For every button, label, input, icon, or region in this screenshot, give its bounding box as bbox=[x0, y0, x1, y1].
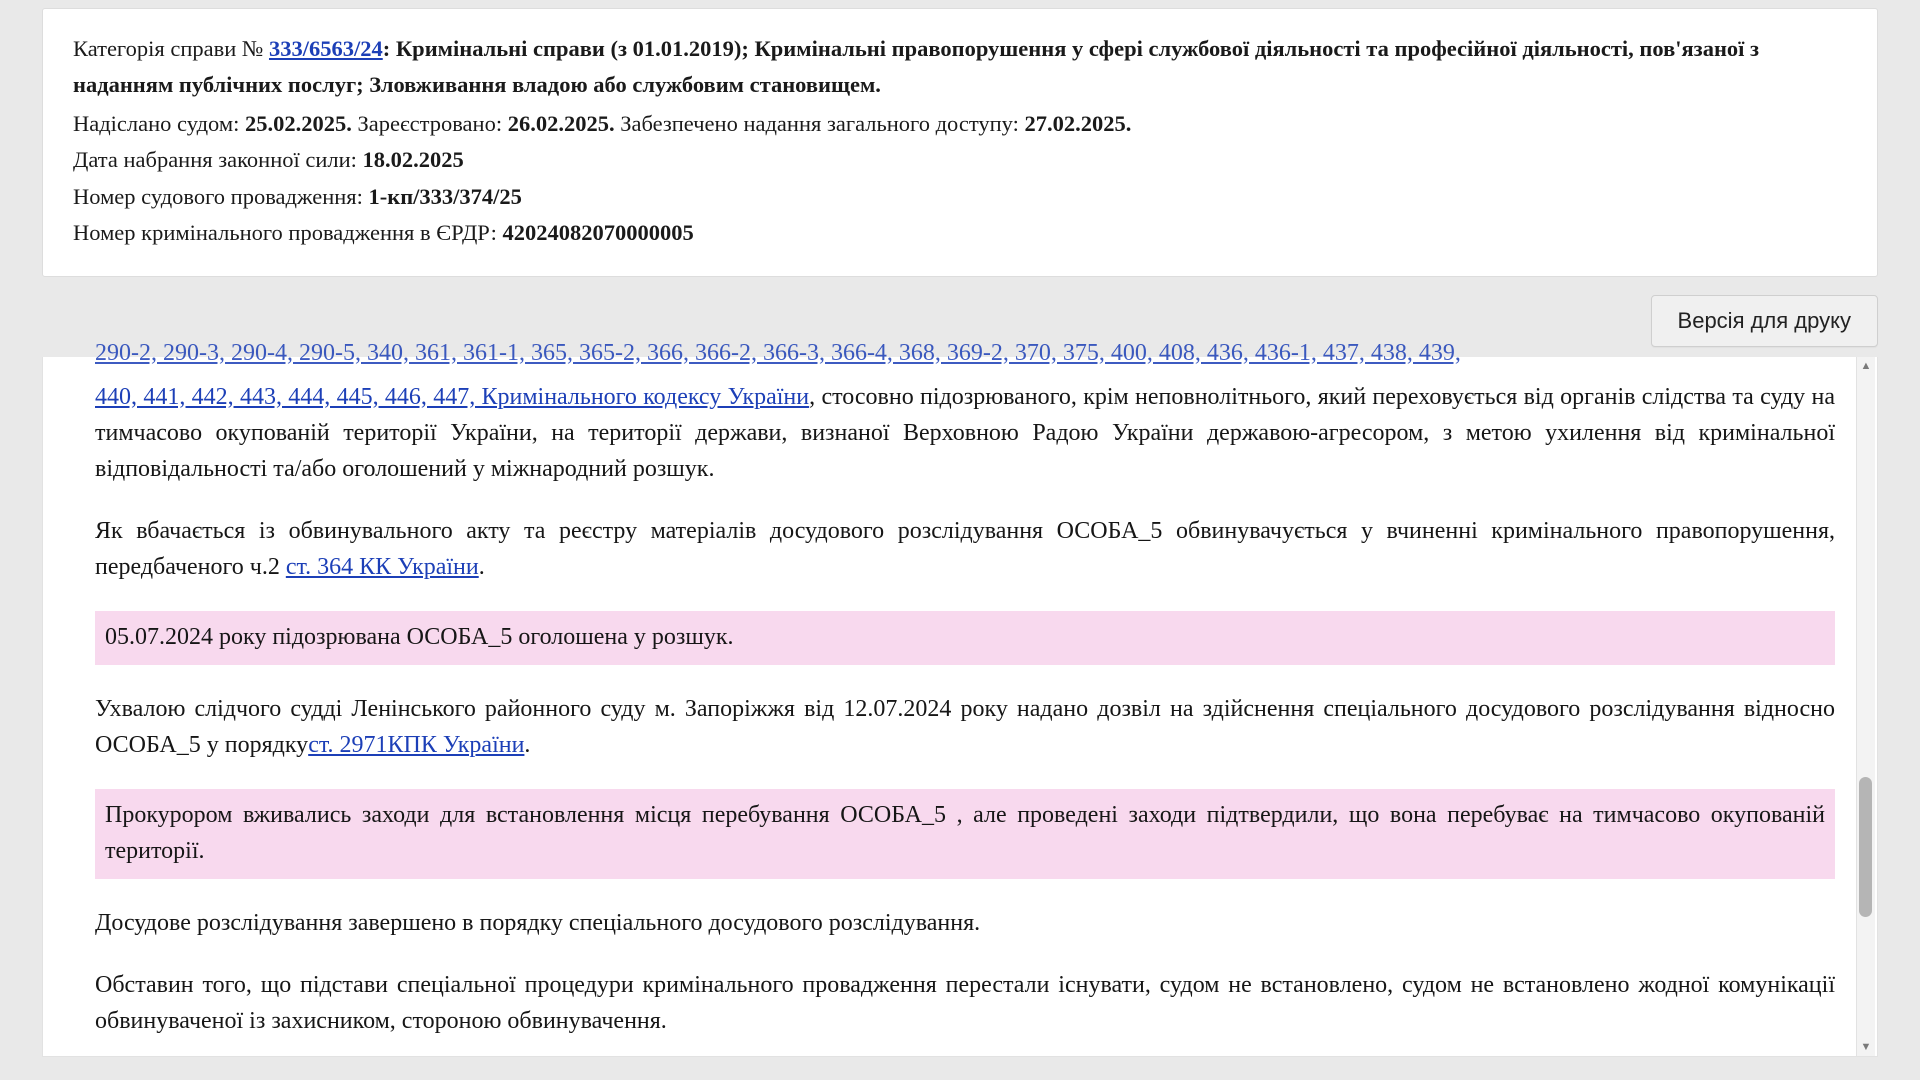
clipped-articles-line: 290-2, 290-3, 290-4, 290-5, 340, 361, 361-1, 365, 365-2, 366, 366-2, 366-3, 366-4, 368, 369-2, 370, 375, 400, 408, 436, 436-1, 437, 438, 439, bbox=[95, 339, 1461, 366]
article-2971-link[interactable]: ст. 2971КПК України bbox=[308, 731, 525, 758]
legal-force-line bbox=[73, 142, 1847, 178]
legal-force-value: 18.02.2025 bbox=[362, 147, 464, 173]
document-viewer bbox=[42, 339, 1878, 1057]
paragraph-accusation bbox=[95, 513, 1835, 585]
case-dates-line bbox=[73, 106, 1847, 142]
paragraph-investigation-complete: Досудове розслідування завершено в порядку спеціального досудового розслідування. bbox=[95, 909, 981, 936]
case-category-text: : Кримінальні справи (з 01.01.2019); Кримінальні правопорушення у сфері службової діяльності та професійної діяльності, пов'язаної з наданням публічних послуг; Зловживання владою або службовим становищем. bbox=[73, 36, 1760, 98]
paragraph-circumstances: Обставин того, що підстави спеціальної процедури кримінального провадження перестали існувати, судом не встановлено, судом не встановлено жодної комунікації обвинуваченої із захисником, стороною обвинувачення. bbox=[95, 971, 1835, 1034]
erdr-value: 42024082070000005 bbox=[502, 220, 694, 246]
highlight-wanted-notice: 05.07.2024 року підозрювана ОСОБА_5 оголошена у розшук. bbox=[95, 611, 1835, 665]
public-access-label: Забезпечено надання загального доступу: bbox=[614, 110, 1025, 136]
article-364-link[interactable]: ст. 364 КК України bbox=[285, 553, 479, 580]
case-category-line bbox=[73, 31, 1847, 104]
registered-label: Зареєстровано: bbox=[351, 110, 508, 136]
document-text bbox=[43, 335, 1877, 1039]
highlight-prosecutor-measures: Прокурором вживались заходи для встановлення місця перебування ОСОБА_5 , але проведені заходи підтвердили, що вона перебуває на тимчасово окупованій території. bbox=[95, 789, 1835, 879]
criminal-code-articles-link[interactable]: 440, 441, 442, 443, 444, 445, 446, 447, Кримінального кодексу України bbox=[95, 383, 810, 410]
legal-force-label: Дата набрання законної сили: bbox=[73, 147, 363, 173]
paragraph-articles-tail: , стосовно підозрюваного, крім неповнолітнього, який переховується від органів слідства та суду на тимчасово окупованій території України, на території держави, визнаної Верховною Радою України державою-агресором, з метою ухилення від кримінальної відповідальності та/або оголошений у міжнародний розшук. bbox=[95, 383, 1835, 482]
paragraph-court-ruling bbox=[95, 691, 1835, 763]
proceeding-label: Номер судового провадження: bbox=[73, 183, 369, 209]
case-number-link[interactable]: 333/6563/24 bbox=[268, 36, 383, 61]
public-access-value: 27.02.2025. bbox=[1024, 110, 1132, 136]
scroll-up-arrow-icon[interactable]: ▲ bbox=[1857, 357, 1875, 375]
erdr-number-line bbox=[73, 215, 1847, 251]
paragraph-court-ruling-head: Ухвалою слідчого судді Ленінського районного суду м. Запоріжжя від 12.07.2024 року надано дозвіл на здійснення спеціального досудового розслідування відносно ОСОБА_5 у порядку bbox=[95, 695, 1835, 758]
proceeding-number-line bbox=[73, 179, 1847, 215]
paragraph-articles bbox=[95, 379, 1835, 487]
erdr-label: Номер кримінального провадження в ЄРДР: bbox=[73, 220, 503, 246]
proceeding-value: 1-кп/333/374/25 bbox=[368, 183, 522, 209]
sent-value: 25.02.2025. bbox=[244, 110, 352, 136]
paragraph-accusation-tail: . bbox=[478, 553, 485, 580]
paragraph-court-ruling-tail: . bbox=[524, 731, 531, 758]
print-version-button[interactable]: Версія для друку bbox=[1651, 295, 1878, 347]
case-category-prefix: Категорія справи № bbox=[73, 36, 269, 61]
case-meta-card bbox=[42, 8, 1878, 277]
scroll-down-arrow-icon[interactable]: ▼ bbox=[1857, 1038, 1875, 1056]
registered-value: 26.02.2025. bbox=[507, 110, 615, 136]
scrollbar-thumb[interactable] bbox=[1859, 777, 1872, 917]
paragraph-accusation-head: Як вбачається із обвинувального акту та реєстру матеріалів досудового розслідування ОСОБА_5 обвинувачується у вчиненні кримінального правопорушення, передбаченого ч.2 bbox=[95, 517, 1835, 580]
document-scrollbar[interactable] bbox=[1856, 357, 1875, 1056]
sent-label: Надіслано судом: bbox=[73, 110, 245, 136]
